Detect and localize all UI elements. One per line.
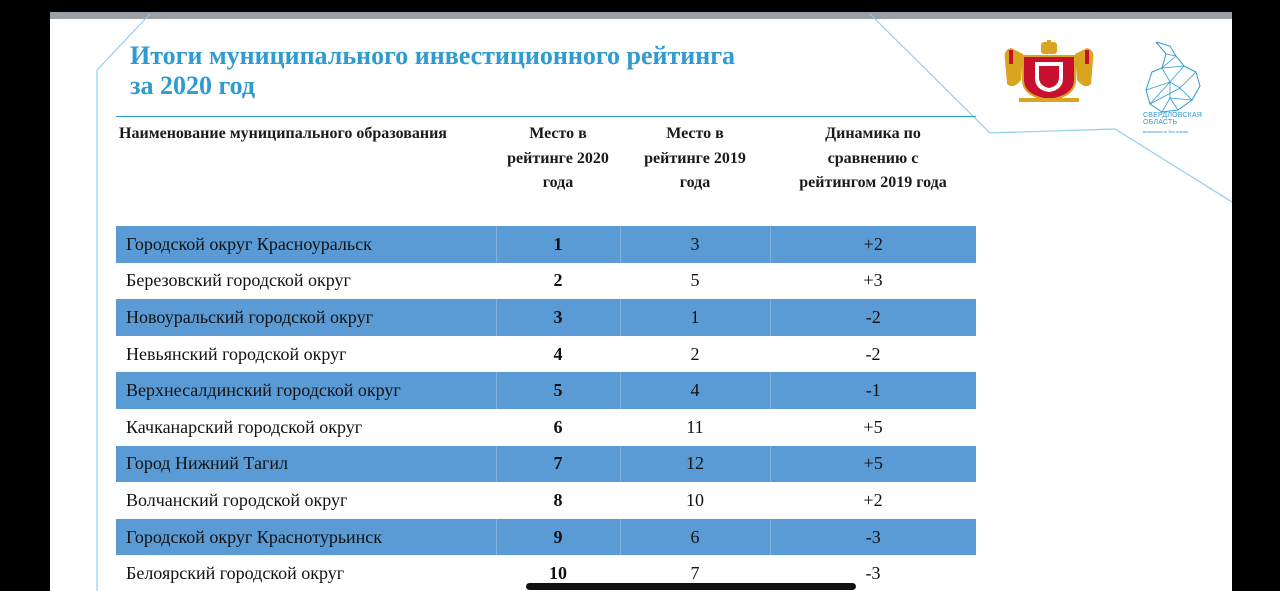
cell-dynamics: -3 [770,519,976,556]
cell-dynamics: +2 [770,226,976,263]
cell-place-2020: 6 [553,416,563,437]
cell-place-2020: 4 [553,343,563,364]
header-name: Наименование муниципального образования [119,125,447,142]
header-place-2019: Место в рейтинге 2019 года [644,125,746,191]
presentation-slide [50,12,1232,591]
cell-place-2020: 10 [549,563,567,584]
header-dynamics: Динамика по сравнению с рейтингом 2019 года [799,125,947,191]
page-title [130,41,735,101]
cell-place-2019: 11 [686,416,704,437]
scroll-indicator[interactable] [526,583,856,590]
rating-table [116,122,976,591]
table-row [116,299,976,336]
region-slogan: возможности без границ [1143,129,1189,134]
cell-place-2019: 4 [620,372,770,409]
cell-name: Городской округ Красноуральск [116,226,496,263]
cell-place-2020: 2 [553,270,563,291]
table-header-row [116,122,976,226]
table-row [116,372,976,409]
table-row [116,226,976,263]
cell-name: Невьянский городской округ [126,343,347,364]
title-line-2: за 2020 год [130,71,256,100]
cell-dynamics: +3 [863,270,883,291]
cell-place-2019: 7 [690,563,700,584]
cell-place-2020: 1 [496,226,620,263]
cell-dynamics: +2 [863,489,883,510]
cell-place-2019: 12 [620,446,770,483]
cell-dynamics: -1 [770,372,976,409]
cell-place-2019: 3 [620,226,770,263]
cell-place-2019: 5 [690,270,700,291]
cell-dynamics: +5 [770,446,976,483]
region-name [1143,112,1223,126]
cell-place-2019: 10 [686,489,704,510]
cell-name: Березовский городской округ [126,270,351,291]
cell-name: Городской округ Краснотурьинск [116,519,496,556]
table-row [116,263,976,300]
cell-dynamics: -3 [865,563,881,584]
region-name-line-1: СВЕРДЛОВСКАЯ [1143,112,1203,119]
cell-name: Верхнесалдинский городской округ [116,372,496,409]
cell-dynamics: +5 [863,416,883,437]
cell-name: Волчанский городской округ [126,489,348,510]
table-row [116,446,976,483]
title-line-1: Итоги муниципального инвестиционного рейтинга [130,41,736,70]
title-underline [116,116,976,117]
cell-dynamics: -2 [865,343,881,364]
cell-place-2019: 1 [620,299,770,336]
header-place-2020: Место в рейтинге 2020 года [507,125,609,191]
table-row [116,482,976,519]
cell-place-2020: 3 [496,299,620,336]
cell-dynamics: -2 [770,299,976,336]
table-row [116,409,976,446]
cell-place-2020: 9 [496,519,620,556]
cell-name: Новоуральский городской округ [116,299,496,336]
cell-name: Качканарский городской округ [126,416,363,437]
cell-place-2020: 7 [496,446,620,483]
cell-place-2020: 5 [496,372,620,409]
cell-place-2019: 2 [690,343,700,364]
region-name-line-2: ОБЛАСТЬ [1143,119,1178,126]
cell-place-2020: 8 [553,489,563,510]
table-row [116,336,976,373]
sverdlovsk-coat-of-arms-icon [1001,40,1097,104]
cell-name: Город Нижний Тагил [116,446,496,483]
cell-name: Белоярский городской округ [126,563,345,584]
table-row [116,519,976,556]
cell-place-2019: 6 [620,519,770,556]
